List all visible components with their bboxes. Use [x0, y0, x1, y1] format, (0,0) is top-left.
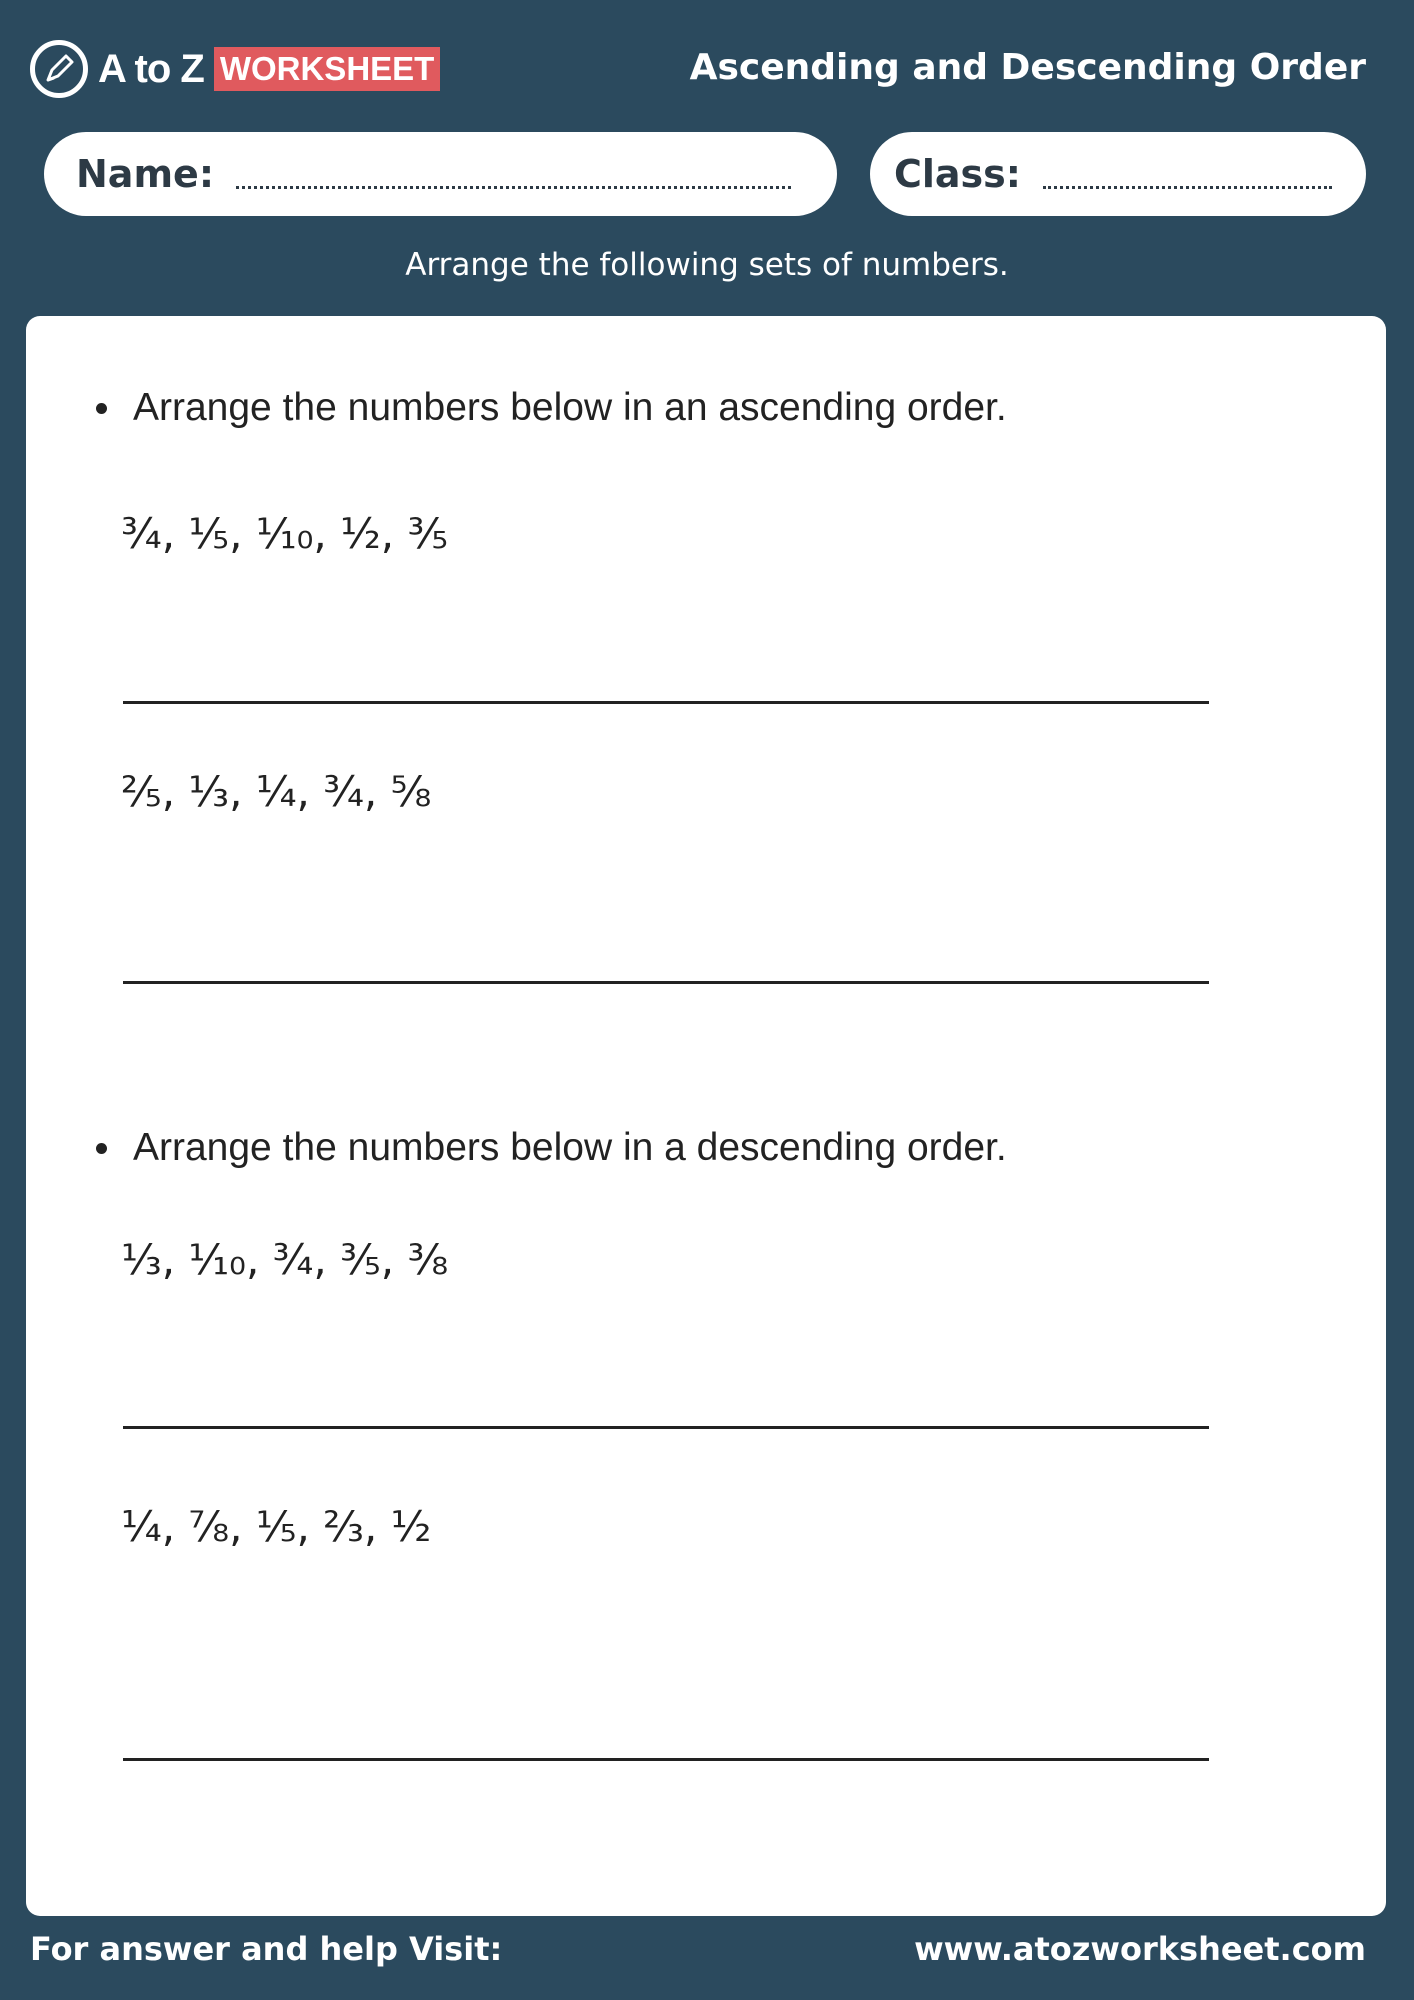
bullet-icon [96, 403, 107, 414]
fraction-set: ¾, ⅕, ⅒, ½, ⅗ [121, 509, 449, 558]
logo-badge: WORKSHEET [214, 47, 441, 91]
worksheet-card [26, 316, 1386, 1916]
name-write-line[interactable] [236, 186, 791, 189]
class-write-line[interactable] [1043, 186, 1332, 189]
class-field[interactable] [870, 132, 1366, 216]
page-title: Ascending and Descending Order [689, 47, 1366, 88]
answer-line[interactable] [123, 981, 1209, 984]
footer-help-text: For answer and help Visit: [30, 1930, 503, 1968]
question-prompt: Arrange the numbers below in an ascending order. [133, 386, 1007, 429]
footer-url-link[interactable]: www.atozworksheet.com [914, 1930, 1366, 1968]
question-prompt: Arrange the numbers below in a descending order. [133, 1126, 1007, 1169]
fraction-set: ⅓, ⅒, ¾, ⅗, ⅜ [121, 1235, 449, 1284]
question-ascending [96, 383, 1007, 433]
fraction-set: ⅖, ⅓, ¼, ¾, ⅝ [121, 767, 432, 816]
pen-icon [30, 40, 88, 98]
name-field[interactable] [44, 132, 837, 216]
instructions: Arrange the following sets of numbers. [405, 247, 1009, 283]
name-label: Name: [76, 152, 215, 196]
answer-line[interactable] [123, 701, 1209, 704]
logo-text: A to Z [98, 46, 204, 91]
question-descending [96, 1123, 1007, 1173]
logo [30, 38, 440, 100]
class-label: Class: [894, 152, 1021, 196]
bullet-icon [96, 1143, 107, 1154]
answer-line[interactable] [123, 1758, 1209, 1761]
fraction-set: ¼, ⅞, ⅕, ⅔, ½ [121, 1502, 432, 1551]
answer-line[interactable] [123, 1426, 1209, 1429]
